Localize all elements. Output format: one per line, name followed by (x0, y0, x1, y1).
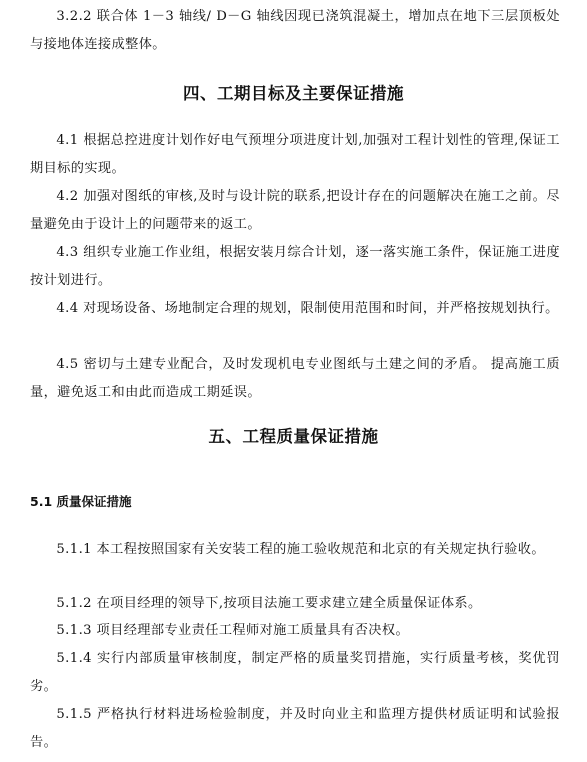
paragraph-4-4: 4.4 对现场设备、场地制定合理的规划，限制使用范围和时间，并严格按规划执行。 (56, 301, 559, 316)
paragraph-3-2-2: 3.2.2 联合体 1－3 轴线/ D－G 轴线因现已浇筑混凝土，增加点在地下三层顶板处与接地体连接成整体。 (30, 9, 560, 52)
paragraph-4-5: 4.5 密切与土建专业配合，及时发现机电专业图纸与土建之间的矛盾。 提高施工质量，避免返工和由此而造成工期延误。 (30, 357, 560, 400)
paragraph-5-1-1: 5.1.1 本工程按照国家有关安装工程的施工验收规范和北京的有关规定执行验收。 (56, 542, 545, 557)
section-4-title: 四、工期目标及主要保证措施 (183, 84, 404, 103)
subsection-5-1-title: 5.1 质量保证措施 (30, 494, 132, 509)
paragraph-4-3: 4.3 组织专业施工作业组，根据安装月综合计划，逐一落实施工条件，保证施工进度按计划进行。 (30, 245, 560, 288)
paragraph-4-1: 4.1 根据总控进度计划作好电气预埋分项进度计划,加强对工程计划性的管理,保证工期目标的实现。 (30, 133, 560, 176)
section-5-title: 五、工程质量保证措施 (208, 427, 379, 446)
paragraph-5-1-4: 5.1.4 实行内部质量审核制度，制定严格的质量奖罚措施，实行质量考核，奖优罚劣。 (30, 651, 560, 694)
paragraph-5-1-5: 5.1.5 严格执行材料进场检验制度，并及时向业主和监理方提供材质证明和试验报告。 (30, 707, 560, 750)
paragraph-4-2: 4.2 加强对图纸的审核,及时与设计院的联系,把设计存在的问题解决在施工之前。尽量避免由于设计上的问题带来的返工。 (30, 189, 560, 232)
paragraph-5-1-3: 5.1.3 项目经理部专业责任工程师对施工质量具有否决权。 (56, 623, 410, 638)
paragraph-5-1-2: 5.1.2 在项目经理的领导下,按项目法施工要求建立建全质量保证体系。 (56, 596, 482, 611)
